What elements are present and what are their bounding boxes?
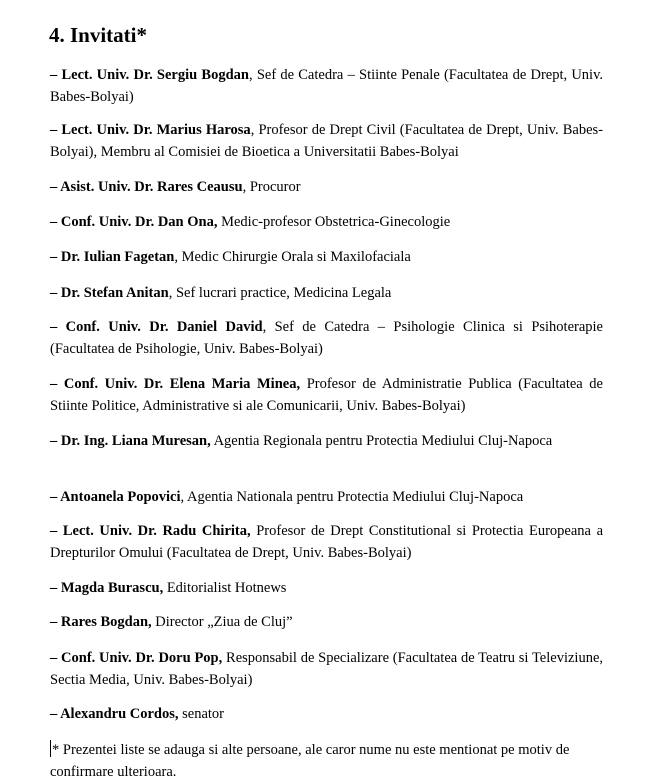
guest-name: – Magda Burascu, — [50, 580, 164, 596]
guest-entry — [50, 211, 603, 233]
guest-entry — [50, 577, 603, 599]
guest-entry: – Asist. Univ. Dr. Rares Ceausu, Procuror — [50, 179, 301, 195]
guest-name: – Rares Bogdan, — [50, 614, 152, 630]
guest-entry: – Lect. Univ. Dr. Marius Harosa, Profesor de Drept Civil (Facultatea de Drept, Univ. Babes-Bolyai), Membru al Comisiei de Bioetica a Universitatii Babes-Bolyai — [50, 122, 603, 160]
guest-role: Sef lucrari practice, Medicina Legala — [175, 285, 392, 301]
guest-role: Agentia Nationala pentru Protectia Mediului Cluj-Napoca — [186, 489, 524, 505]
guest-role: Profesor de Administratie Publica (Facultatea de Stiinte Politice, Administrative si ale Comunicarii, Univ. Babes-Bolyai) — [50, 376, 603, 414]
guest-name: – Lect. Univ. Dr. Sergiu Bogdan — [50, 67, 249, 83]
footnote-text: * Prezentei liste se adauga si alte persoane, ale caror nume nu este mentionat pe motiv de confirmare ulterioara. — [50, 742, 570, 780]
guest-name: – Conf. Univ. Dr. Dan Ona, — [50, 214, 218, 230]
guest-role: Director „Ziua de Cluj” — [155, 614, 293, 630]
guest-name: – Conf. Univ. Dr. Doru Pop, — [50, 650, 223, 666]
guest-role: Agentia Regionala pentru Protectia Mediului Cluj-Napoca — [213, 433, 553, 449]
guest-name: – Asist. Univ. Dr. Rares Ceausu — [50, 179, 243, 195]
guest-name: – Antoanela Popovici — [50, 489, 181, 505]
guest-entry: – Antoanela Popovici, Agentia Nationala pentru Protectia Mediului Cluj-Napoca — [50, 489, 524, 505]
guest-role: Profesor de Drept Civil (Facultatea de Drept, Univ. Babes-Bolyai), Membru al Comisiei de Bioetica a Universitatii Babes-Bolyai — [50, 122, 603, 160]
footnote — [50, 739, 610, 783]
guest-entry — [50, 373, 603, 417]
guest-role: Responsabil de Specializare (Facultatea de Teatru si Televiziune, Sectia Media, Univ. Babes-Bolyai) — [50, 650, 604, 688]
guest-name: – Dr. Stefan Anitan — [50, 285, 169, 301]
section-heading: 4. Invitati* — [49, 23, 148, 47]
text-cursor — [50, 740, 51, 757]
guest-entry: – Dr. Iulian Fagetan, Medic Chirurgie Orala si Maxilofaciala — [50, 249, 411, 265]
guest-entry: – Dr. Stefan Anitan, Sef lucrari practice, Medicina Legala — [50, 285, 392, 301]
guest-role: Sef de Catedra – Stiinte Penale (Facultatea de Drept, Univ. Babes-Bolyai) — [50, 67, 604, 105]
guest-name: – Lect. Univ. Dr. Radu Chirita, — [50, 523, 251, 539]
guest-name: – Conf. Univ. Dr. Elena Maria Minea, — [50, 376, 301, 392]
guest-name: – Dr. Ing. Liana Muresan, — [50, 433, 211, 449]
guest-role: Editorialist Hotnews — [166, 580, 287, 596]
guest-name: – Dr. Iulian Fagetan — [50, 249, 175, 265]
guest-entry: – Conf. Univ. Dr. Daniel David, Sef de Catedra – Psihologie Clinica si Psihoterapie (Facultatea de Psihologie, Univ. Babes-Bolyai) — [50, 319, 603, 357]
guest-role: Medic Chirurgie Orala si Maxilofaciala — [181, 249, 411, 265]
guest-role: Procuror — [249, 179, 301, 195]
guest-entry — [50, 611, 603, 633]
guest-role: Medic-profesor Obstetrica-Ginecologie — [221, 214, 451, 230]
guest-role: senator — [182, 706, 225, 722]
guest-entry — [50, 703, 603, 725]
guest-name: – Conf. Univ. Dr. Daniel David — [50, 319, 263, 335]
guest-entry: – Lect. Univ. Dr. Sergiu Bogdan, Sef de Catedra – Stiinte Penale (Facultatea de Drept, Univ. Babes-Bolyai) — [50, 67, 604, 105]
guest-role: Profesor de Drept Constitutional si Protectia Europeana a Drepturilor Omului (Facultatea de Drept, Univ. Babes-Bolyai) — [50, 523, 604, 561]
guest-name: – Alexandru Cordos, — [50, 706, 179, 722]
guest-entry — [50, 647, 603, 691]
guest-role: Sef de Catedra – Psihologie Clinica si Psihoterapie (Facultatea de Psihologie, Univ. Babes-Bolyai) — [50, 319, 603, 357]
guest-name: – Lect. Univ. Dr. Marius Harosa — [50, 122, 251, 138]
guest-entry — [50, 520, 603, 564]
guest-entry — [50, 430, 603, 452]
